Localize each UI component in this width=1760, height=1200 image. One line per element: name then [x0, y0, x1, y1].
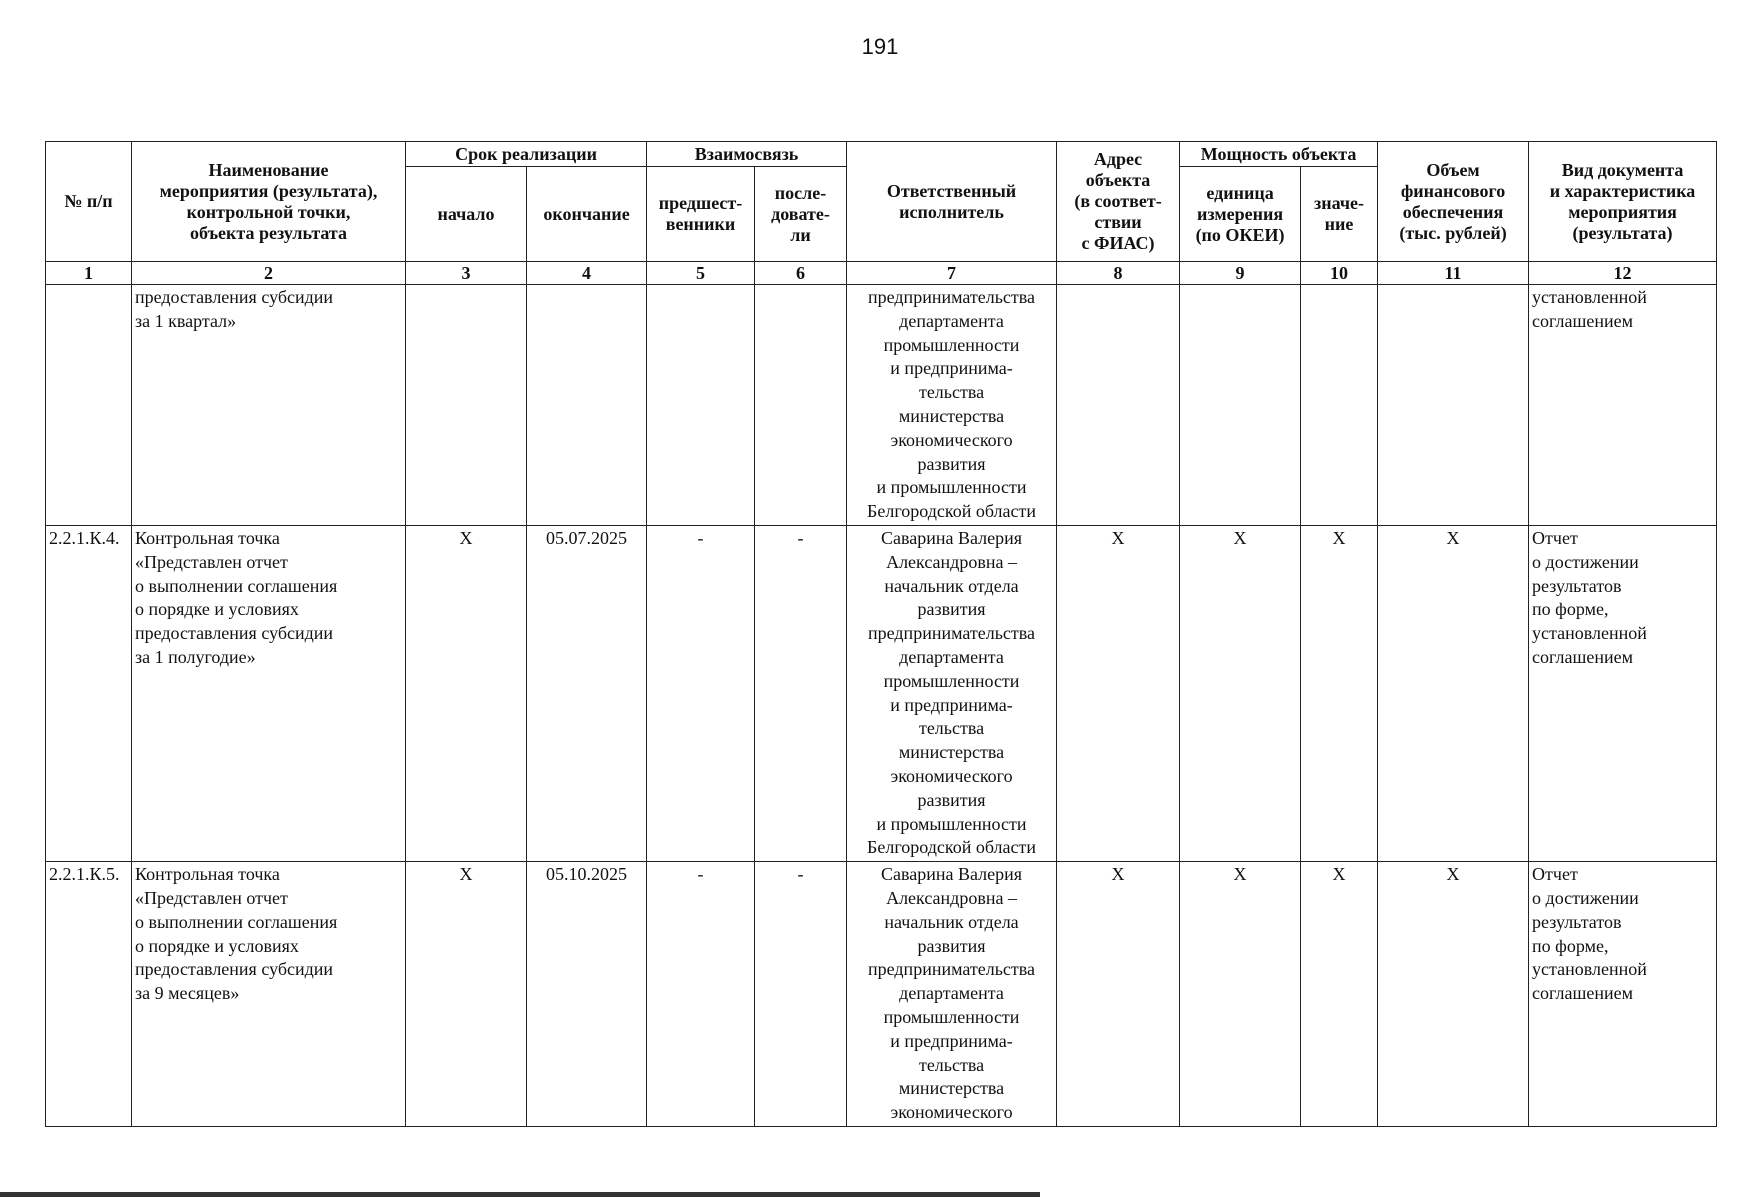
- header-capacity-value: значе- ние: [1301, 167, 1378, 262]
- row-responsible: Саварина Валерия Александровна – начальник отдела развития предпринимательства департамента промышленности и предпринима- тельства министерства экономического развития и промышленности Белгородской области: [847, 526, 1057, 862]
- row-start: X: [406, 862, 527, 1127]
- row-next: [755, 285, 847, 526]
- row-doc: Отчет о достижении результатов по форме, установленной соглашением: [1529, 862, 1717, 1127]
- header-address: Адрес объекта (в соответ- ствии с ФИАС): [1057, 142, 1180, 262]
- row-number: [46, 285, 132, 526]
- column-number: 8: [1057, 262, 1180, 285]
- row-end: 05.10.2025: [527, 862, 647, 1127]
- column-number: 4: [527, 262, 647, 285]
- column-number: 7: [847, 262, 1057, 285]
- row-value: X: [1301, 862, 1378, 1127]
- row-finance: X: [1378, 526, 1529, 862]
- row-start: [406, 285, 527, 526]
- column-number: 3: [406, 262, 527, 285]
- header-responsible: Ответственный исполнитель: [847, 142, 1057, 262]
- row-end: 05.07.2025: [527, 526, 647, 862]
- header-link-next: после- довате- ли: [755, 167, 847, 262]
- header-name: Наименование мероприятия (результата), контрольной точки, объекта результата: [132, 142, 406, 262]
- table-row: [46, 285, 1717, 526]
- header-term-group: Срок реализации: [406, 142, 647, 167]
- row-name: Контрольная точка «Представлен отчет о выполнении соглашения о порядке и условиях предоставления субсидии за 1 полугодие»: [132, 526, 406, 862]
- column-number: 5: [647, 262, 755, 285]
- header-no: № п/п: [46, 142, 132, 262]
- row-responsible: предпринимательства департамента промышленности и предпринима- тельства министерства экономического развития и промышленности Белгородской области: [847, 285, 1057, 526]
- row-address: X: [1057, 862, 1180, 1127]
- row-number: 2.2.1.К.4.: [46, 526, 132, 862]
- column-number: 11: [1378, 262, 1529, 285]
- scan-edge-line: [0, 1192, 1040, 1197]
- row-number: 2.2.1.К.5.: [46, 862, 132, 1127]
- header-term-end: окончание: [527, 167, 647, 262]
- row-unit: X: [1180, 526, 1301, 862]
- column-number: 6: [755, 262, 847, 285]
- row-finance: [1378, 285, 1529, 526]
- table-row: [46, 526, 1717, 862]
- column-number: 2: [132, 262, 406, 285]
- page-number: 191: [861, 34, 899, 59]
- row-unit: X: [1180, 862, 1301, 1127]
- column-number: 9: [1180, 262, 1301, 285]
- row-prev: [647, 285, 755, 526]
- row-doc: установленной соглашением: [1529, 285, 1717, 526]
- header-capacity-group: Мощность объекта: [1180, 142, 1378, 167]
- column-number-row: [46, 262, 1717, 285]
- row-doc: Отчет о достижении результатов по форме, установленной соглашением: [1529, 526, 1717, 862]
- row-value: X: [1301, 526, 1378, 862]
- row-prev: -: [647, 862, 755, 1127]
- row-address: X: [1057, 526, 1180, 862]
- table-row: [46, 862, 1717, 1127]
- row-start: X: [406, 526, 527, 862]
- header-link-prev: предшест- венники: [647, 167, 755, 262]
- row-name: предоставления субсидии за 1 квартал»: [132, 285, 406, 526]
- row-unit: [1180, 285, 1301, 526]
- header-term-start: начало: [406, 167, 527, 262]
- header-capacity-unit: единица измерения (по ОКЕИ): [1180, 167, 1301, 262]
- row-responsible: Саварина Валерия Александровна – начальник отдела развития предпринимательства департамента промышленности и предпринима- тельства министерства экономического: [847, 862, 1057, 1127]
- row-prev: -: [647, 526, 755, 862]
- row-name: Контрольная точка «Представлен отчет о выполнении соглашения о порядке и условиях предоставления субсидии за 9 месяцев»: [132, 862, 406, 1127]
- row-next: -: [755, 862, 847, 1127]
- row-end: [527, 285, 647, 526]
- header-link-group: Взаимосвязь: [647, 142, 847, 167]
- column-number: 10: [1301, 262, 1378, 285]
- header-doc-type: Вид документа и характеристика мероприятия (результата): [1529, 142, 1717, 262]
- header-finance: Объем финансового обеспечения (тыс. рублей): [1378, 142, 1529, 262]
- row-value: [1301, 285, 1378, 526]
- row-next: -: [755, 526, 847, 862]
- column-number: 12: [1529, 262, 1717, 285]
- row-finance: X: [1378, 862, 1529, 1127]
- column-number: 1: [46, 262, 132, 285]
- row-address: [1057, 285, 1180, 526]
- plan-table: [45, 141, 1717, 1127]
